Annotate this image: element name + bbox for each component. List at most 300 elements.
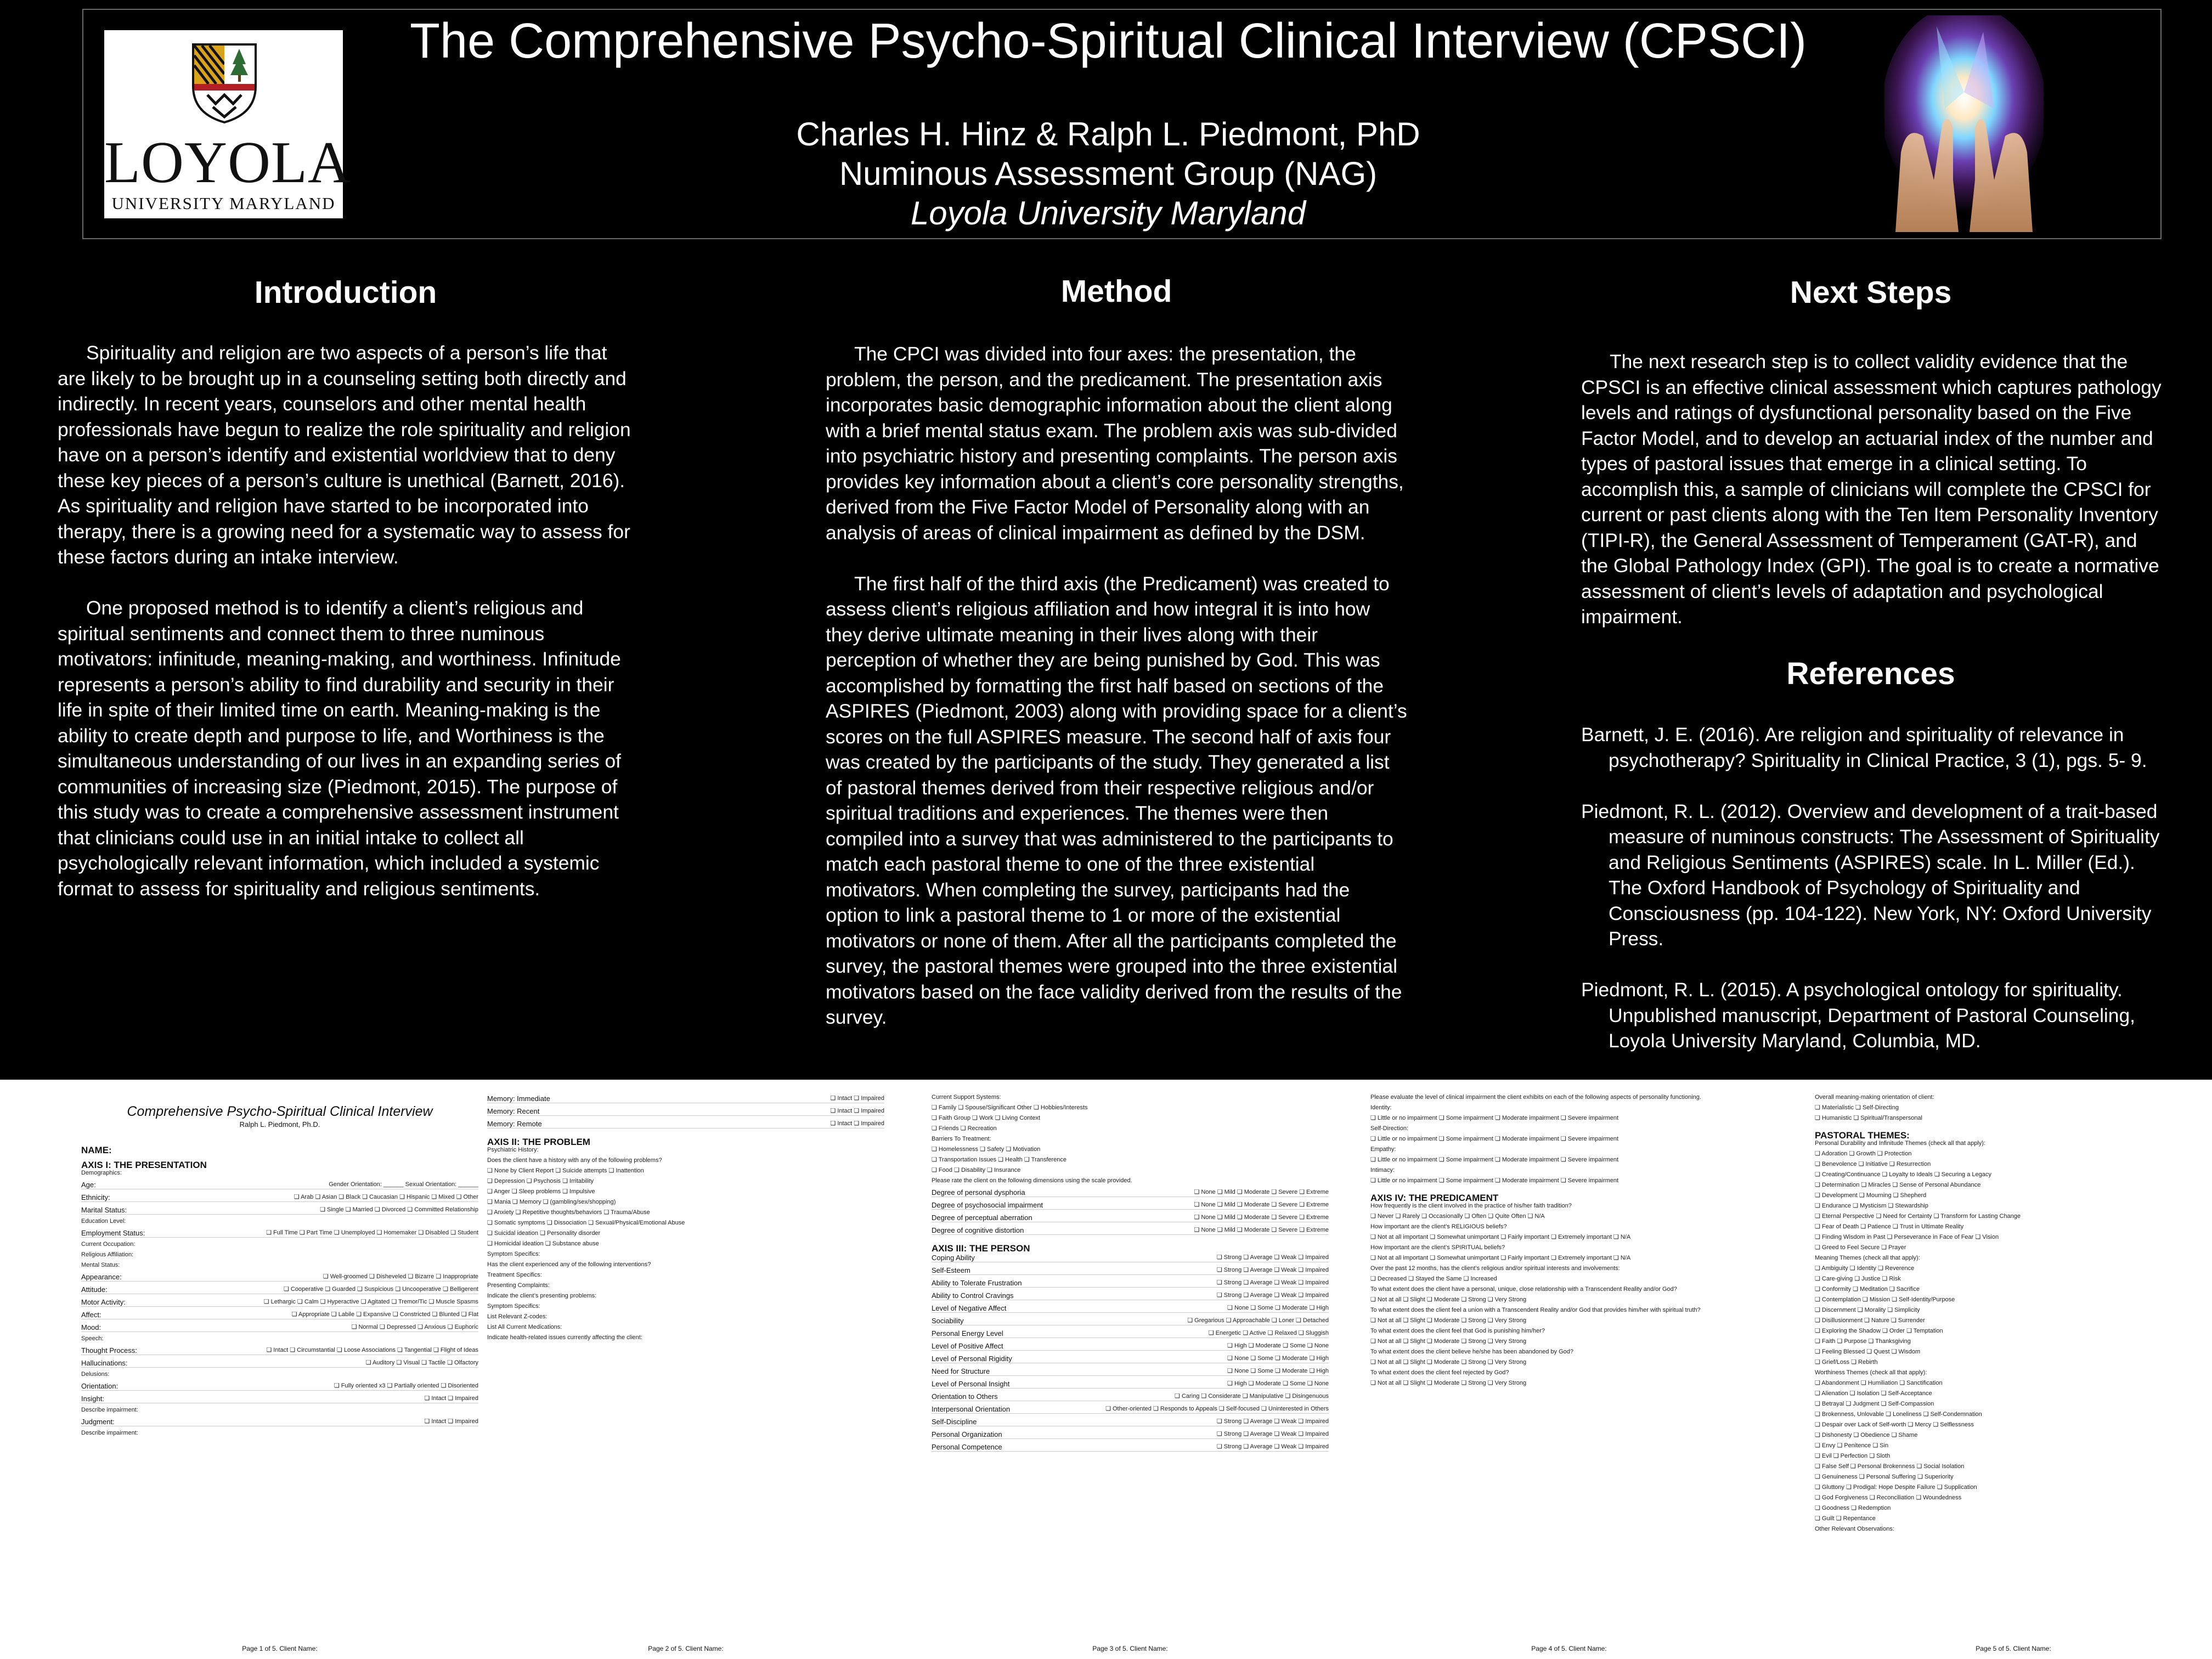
- form-row-label: Overall meaning-making orientation of client:: [1815, 1094, 1934, 1101]
- form-row-label: ❏ Endurance ❏ Mysticism ❏ Stewardship: [1815, 1203, 1928, 1209]
- form-row-label: ❏ Despair over Lack of Self-worth ❏ Mercy ❏ Selflessness: [1815, 1421, 1974, 1428]
- form-section-heading: AXIS I: THE PRESENTATION: [81, 1160, 207, 1170]
- form-row: [487, 1178, 884, 1185]
- form-row-label: ❏ Grief/Loss ❏ Rebirth: [1815, 1359, 1878, 1365]
- form-row-label: ❏ Betrayal ❏ Judgment ❏ Self-Compassion: [1815, 1401, 1934, 1407]
- form-row: [1370, 1115, 1768, 1122]
- form-row: [932, 1329, 1329, 1338]
- form-row-label: ❏ Dishonesty ❏ Obedience ❏ Shame: [1815, 1432, 1918, 1438]
- form-row: [1815, 1421, 2212, 1429]
- form-row-label: ❏ Fear of Death ❏ Patience ❏ Trust in Ultimate Reality: [1815, 1223, 1964, 1230]
- form-row-label: Memory: Immediate: [487, 1094, 550, 1103]
- form-row-label: List Relevant Z-codes:: [487, 1313, 548, 1320]
- form-title: Comprehensive Psycho-Spiritual Clinical Interview: [127, 1104, 433, 1119]
- form-row: [932, 1253, 1329, 1262]
- form-row: [1370, 1223, 1768, 1231]
- form-row-label: Employment Status:: [81, 1229, 145, 1237]
- form-row: [81, 1285, 478, 1294]
- poster-title: The Comprehensive Psycho-Spiritual Clinical Interview (CPSCI): [410, 14, 1807, 69]
- form-row: [1370, 1380, 1768, 1387]
- form-row-label: Ability to Tolerate Frustration: [932, 1279, 1022, 1287]
- form-row: [1815, 1369, 2212, 1376]
- form-row-options: ❏ Caring ❏ Considerate ❏ Manipulative ❏ Disingenuous: [1175, 1393, 1329, 1400]
- form-row-label: Coping Ability: [932, 1254, 975, 1262]
- form-row-label: Mental Status:: [81, 1262, 120, 1268]
- form-row: [1370, 1104, 1768, 1111]
- next-steps-paragraph: The next research step is to collect validity evidence that the CPSCI is an effective clinical assessment which captures pathology levels and ratings of dysfunctional personality based on the Five Factor Model, and to develop an actuarial index of the number and types of pastoral issues that emerge in a clinical setting. To accomplish this, a sample of clinicians will complete the CPSCI for current or past clients along with the Ten Item Personality Inventory (TIPI-R), the General Assessment of Temperament (GAT-R), and the Global Pathology Index (GPI). The goal is to create a normative assessment of client’s levels of adaptation and psychological impairment.: [1581, 351, 2162, 628]
- form-row-label: Other Relevant Observations:: [1815, 1526, 1894, 1532]
- form-row-label: ❏ Food ❏ Disability ❏ Insurance: [932, 1167, 1021, 1173]
- introduction-heading: Introduction: [254, 275, 437, 310]
- form-page-2: [483, 1088, 889, 1656]
- form-row: [487, 1303, 884, 1310]
- form-page-4: [1366, 1088, 1772, 1656]
- form-row: [487, 1240, 884, 1248]
- form-row-label: Memory: Remote: [487, 1120, 542, 1128]
- form-row: [81, 1193, 478, 1202]
- introduction-body: [58, 340, 639, 901]
- form-row-options: ❏ Intact ❏ Impaired: [830, 1095, 884, 1102]
- form-row-label: Psychiatric History:: [487, 1147, 539, 1153]
- form-row-label: Self-Esteem: [932, 1266, 970, 1274]
- form-row: [1815, 1432, 2212, 1439]
- form-row-label: Level of Positive Affect: [932, 1342, 1003, 1350]
- form-row-label: Degree of perceptual aberration: [932, 1214, 1032, 1222]
- form-row: [932, 1354, 1329, 1363]
- form-row: [81, 1407, 478, 1414]
- form-row: [932, 1125, 1329, 1132]
- form-row-label: ❏ Little or no impairment ❏ Some impairment ❏ Moderate impairment ❏ Severe impairment: [1370, 1156, 1619, 1163]
- form-row-options: ❏ Gregarious ❏ Approachable ❏ Loner ❏ Detached: [1187, 1317, 1329, 1324]
- introduction-paragraph: Spirituality and religion are two aspects of a person’s life that are likely to be brought up in a counseling setting both directly and indirectly. In recent years, counselors and other mental health professionals have begun to realize the role spirituality and religion have on a person’s identify and existential worldview that to deny these key pieces of a person’s culture is unethical (Barnett, 2016). As spirituality and religion have started to be incorporated into therapy, there is a growing need for a systematic way to assess for these factors during an intake interview.: [58, 342, 631, 568]
- form-row: [932, 1156, 1329, 1164]
- form-row: [932, 1316, 1329, 1325]
- form-row: [932, 1104, 1329, 1111]
- form-row: [487, 1188, 884, 1195]
- form-row: [487, 1261, 884, 1268]
- form-row-label: Level of Negative Affect: [932, 1304, 1007, 1312]
- form-row: [1815, 1317, 2212, 1324]
- form-row: [81, 1272, 478, 1282]
- form-row: [81, 1205, 478, 1215]
- form-row: [1815, 1463, 2212, 1470]
- form-row-options: ❏ Intact ❏ Circumstantial ❏ Loose Associations ❏ Tangential ❏ Flight of Ideas: [266, 1347, 478, 1353]
- form-row: [932, 1341, 1329, 1351]
- form-row-label: Current Occupation:: [81, 1241, 136, 1248]
- form-row: [1370, 1156, 1768, 1164]
- form-row-label: ❏ Not at all ❏ Slight ❏ Moderate ❏ Strong ❏ Very Strong: [1370, 1338, 1527, 1345]
- form-row-label: Attitude:: [81, 1285, 108, 1294]
- form-row-label: ❏ Mania ❏ Memory ❏ (gambling/sex/shopping): [487, 1199, 616, 1205]
- form-row-options: ❏ Intact ❏ Impaired: [830, 1108, 884, 1114]
- form-row-options: ❏ Strong ❏ Average ❏ Weak ❏ Impaired: [1216, 1267, 1329, 1273]
- form-row-label: ❏ Alienation ❏ Isolation ❏ Self-Acceptance: [1815, 1390, 1932, 1397]
- form-row: [1370, 1338, 1768, 1345]
- form-row: [1815, 1390, 2212, 1397]
- form-row: [1815, 1494, 2212, 1502]
- form-row: [1370, 1348, 1768, 1356]
- form-row: [81, 1371, 478, 1378]
- form-row: [1815, 1453, 2212, 1460]
- reference-item: Piedmont, R. L. (2012). Overview and development of a trait-based measure of numinous constructs: The Assessment of Spirituality and Religious Sentiments (ASPIRES) scale. In L. Miller (Ed.). The Oxford Handbook of Psychology of Spirituality and Consciousness (pp. 104-122). New York, NY: Oxford University Press.: [1581, 800, 2160, 950]
- form-row-label: Marital Status:: [81, 1206, 127, 1214]
- form-row-label: Describe impairment:: [81, 1430, 138, 1436]
- form-row-options: ❏ Full Time ❏ Part Time ❏ Unemployed ❏ Homemaker ❏ Disabled ❏ Student: [266, 1229, 478, 1236]
- form-row-label: ❏ Contemplation ❏ Mission ❏ Self-Identity/Purpose: [1815, 1296, 1955, 1303]
- form-row-label: How important are the client’s RELIGIOUS beliefs?: [1370, 1223, 1507, 1230]
- form-row-label: ❏ Depression ❏ Psychosis ❏ Irritability: [487, 1178, 594, 1184]
- form-row-label: To what extent does the client believe he/she has been abandoned by God?: [1370, 1348, 1573, 1355]
- form-row: [1815, 1442, 2212, 1449]
- form-row-label: ❏ Genuineness ❏ Personal Suffering ❏ Superiority: [1815, 1474, 1954, 1480]
- form-row: [487, 1167, 884, 1175]
- form-row: [487, 1324, 884, 1331]
- form-row: [487, 1272, 884, 1279]
- form-row-label: ❏ Feeling Blessed ❏ Quest ❏ Wisdom: [1815, 1348, 1921, 1355]
- form-row: [1370, 1244, 1768, 1251]
- form-row-options: ❏ Appropriate ❏ Labile ❏ Expansive ❏ Constricted ❏ Blunted ❏ Flat: [291, 1311, 478, 1318]
- form-row: [1815, 1234, 2212, 1241]
- form-row: [487, 1094, 884, 1103]
- form-row: [81, 1394, 478, 1403]
- form-row-label: Motor Activity:: [81, 1298, 126, 1306]
- form-row-options: ❏ Intact ❏ Impaired: [830, 1120, 884, 1127]
- form-row-options: ❏ High ❏ Moderate ❏ Some ❏ None: [1227, 1342, 1329, 1349]
- form-row-label: ❏ Never ❏ Rarely ❏ Occasionally ❏ Often ❏ Quite Often ❏ N/A: [1370, 1213, 1545, 1220]
- form-row-label: To what extent does the client feel a union with a Transcendent Reality and/or God that provides him/her with spiritual truth?: [1370, 1307, 1701, 1313]
- form-row-label: Education Level:: [81, 1218, 126, 1224]
- form-row: [1815, 1140, 2212, 1147]
- form-row: [932, 1404, 1329, 1414]
- form-row: [1815, 1255, 2212, 1262]
- form-row-label: Worthiness Themes (check all that apply):: [1815, 1369, 1927, 1376]
- form-row: [932, 1392, 1329, 1401]
- form-row-options: ❏ None ❏ Some ❏ Moderate ❏ High: [1227, 1305, 1329, 1311]
- form-row: [1370, 1146, 1768, 1153]
- form-row-label: ❏ Adoration ❏ Growth ❏ Protection: [1815, 1150, 1912, 1157]
- form-row-label: Degree of psychosocial impairment: [932, 1201, 1043, 1209]
- form-row: [1815, 1380, 2212, 1387]
- form-row-options: ❏ Well-groomed ❏ Disheveled ❏ Bizarre ❏ Inappropriate: [323, 1273, 478, 1280]
- form-row-label: Memory: Recent: [487, 1107, 540, 1115]
- form-row: [1815, 1150, 2212, 1158]
- form-page-1: [77, 1088, 483, 1656]
- form-author: Ralph L. Piedmont, Ph.D.: [239, 1120, 320, 1128]
- form-row-label: Does the client have a history with any of the following problems?: [487, 1157, 662, 1164]
- form-row: [1370, 1255, 1768, 1262]
- form-row: [1370, 1328, 1768, 1335]
- form-row-label: ❏ Decreased ❏ Stayed the Same ❏ Increased: [1370, 1276, 1497, 1282]
- form-row: [1815, 1171, 2212, 1178]
- form-row: [1370, 1369, 1768, 1376]
- form-row-label: ❏ Anger ❏ Sleep problems ❏ Impulsive: [487, 1188, 595, 1195]
- form-row-label: ❏ None by Client Report ❏ Suicide attempts ❏ Inattention: [487, 1167, 644, 1174]
- form-row: [1815, 1115, 2212, 1122]
- form-pages: [0, 1080, 2212, 1659]
- form-row: [932, 1146, 1329, 1153]
- form-row: [932, 1417, 1329, 1426]
- form-row: [81, 1310, 478, 1319]
- form-row-label: How frequently is the client involved in the practice of his/her faith tradition?: [1370, 1203, 1572, 1209]
- form-row: [932, 1094, 1329, 1101]
- form-row: [1815, 1223, 2212, 1231]
- form-section-heading: NAME:: [81, 1145, 112, 1155]
- form-row-options: ❏ None ❏ Some ❏ Moderate ❏ High: [1227, 1355, 1329, 1362]
- form-row-options: ❏ Lethargic ❏ Calm ❏ Hyperactive ❏ Agitated ❏ Tremor/Tic ❏ Muscle Spasms: [263, 1299, 478, 1305]
- form-row: [932, 1430, 1329, 1439]
- form-row-label: ❏ Anxiety ❏ Repetitive thoughts/behaviors ❏ Trauma/Abuse: [487, 1209, 650, 1216]
- form-row: [1815, 1213, 2212, 1220]
- form-row: [1815, 1474, 2212, 1481]
- reference-item: Piedmont, R. L. (2015). A psychological ontology for spirituality. Unpublished manuscript, Department of Pastoral Counseling, Loyola University Maryland, Columbia, MD.: [1581, 979, 2135, 1052]
- form-row: [487, 1282, 884, 1289]
- form-row-label: ❏ Discernment ❏ Morality ❏ Simplicity: [1815, 1307, 1920, 1313]
- form-row-label: How important are the client’s SPIRITUAL beliefs?: [1370, 1244, 1505, 1251]
- form-row: [1370, 1296, 1768, 1304]
- form-row: [487, 1251, 884, 1258]
- form-row-label: Degree of personal dysphoria: [932, 1188, 1025, 1197]
- next-steps-body: [1581, 349, 2163, 630]
- form-row-label: Identity:: [1370, 1104, 1392, 1111]
- form-row: [1815, 1401, 2212, 1408]
- form-row-options: ❏ Auditory ❏ Visual ❏ Tactile ❏ Olfactory: [365, 1359, 478, 1366]
- form-row-label: ❏ Abandonment ❏ Humiliation ❏ Sanctification: [1815, 1380, 1943, 1386]
- form-row-label: ❏ Care-giving ❏ Justice ❏ Risk: [1815, 1276, 1901, 1282]
- logo-subtitle: UNIVERSITY MARYLAND: [111, 194, 336, 213]
- form-section-heading: AXIS II: THE PROBLEM: [487, 1137, 590, 1147]
- form-row-label: ❏ Determination ❏ Miracles ❏ Sense of Personal Abundance: [1815, 1182, 1981, 1188]
- form-row-label: ❏ God Forgiveness ❏ Reconciliation ❏ Woundedness: [1815, 1494, 1962, 1501]
- method-heading: Method: [1060, 274, 1172, 309]
- form-row-label: Symptom Specifics:: [487, 1251, 540, 1257]
- form-row-label: ❏ Little or no impairment ❏ Some impairment ❏ Moderate impairment ❏ Severe impairment: [1370, 1136, 1619, 1142]
- form-row-label: Personal Competence: [932, 1443, 1002, 1451]
- form-row-label: ❏ Development ❏ Mourning ❏ Shepherd: [1815, 1192, 1927, 1199]
- form-row-label: ❏ Little or no impairment ❏ Some impairment ❏ Moderate impairment ❏ Severe impairment: [1370, 1177, 1619, 1184]
- form-row-label: ❏ Guilt ❏ Repentance: [1815, 1515, 1876, 1522]
- form-row: [932, 1379, 1329, 1389]
- form-row: [1815, 1296, 2212, 1304]
- form-row-label: ❏ Not at all ❏ Slight ❏ Moderate ❏ Strong ❏ Very Strong: [1370, 1359, 1527, 1365]
- form-row-label: ❏ Not at all important ❏ Somewhat unimportant ❏ Fairly important ❏ Extremely important ❏ N/A: [1370, 1255, 1631, 1261]
- form-row-label: Personal Durability and Infinitude Themes (check all that apply):: [1815, 1140, 1986, 1147]
- form-page-footer: Page 4 of 5. Client Name:: [1531, 1645, 1607, 1652]
- form-row-label: Presenting Complaints:: [487, 1282, 550, 1289]
- form-row: [1815, 1276, 2212, 1283]
- form-row-options: ❏ Strong ❏ Average ❏ Weak ❏ Impaired: [1216, 1418, 1329, 1425]
- form-row: [81, 1358, 478, 1368]
- form-row: [81, 1323, 478, 1332]
- form-row: [81, 1218, 478, 1225]
- form-row-label: List All Current Medications:: [487, 1324, 562, 1330]
- form-row-label: ❏ Somatic symptoms ❏ Dissociation ❏ Sexual/Physical/Emotional Abuse: [487, 1220, 685, 1226]
- form-row-options: ❏ Strong ❏ Average ❏ Weak ❏ Impaired: [1216, 1292, 1329, 1299]
- form-row-label: Insight:: [81, 1395, 104, 1403]
- form-row-options: ❏ None ❏ Some ❏ Moderate ❏ High: [1227, 1368, 1329, 1374]
- form-row-options: ❏ Energetic ❏ Active ❏ Relaxed ❏ Sluggish: [1208, 1330, 1329, 1336]
- form-row-label: Orientation to Others: [932, 1392, 998, 1401]
- form-row-label: ❏ Little or no impairment ❏ Some impairment ❏ Moderate impairment ❏ Severe impairment: [1370, 1115, 1619, 1121]
- form-row: [932, 1278, 1329, 1288]
- logo-wordmark: LOYOLA: [104, 130, 351, 195]
- form-row-options: ❏ Arab ❏ Asian ❏ Black ❏ Caucasian ❏ Hispanic ❏ Mixed ❏ Other: [294, 1194, 478, 1200]
- form-row-options: ❏ Strong ❏ Average ❏ Weak ❏ Impaired: [1216, 1254, 1329, 1261]
- form-row: [81, 1251, 478, 1259]
- form-row-label: Barriers To Treatment:: [932, 1136, 991, 1142]
- form-row: [1815, 1526, 2212, 1533]
- form-row: [487, 1334, 884, 1341]
- form-row-options: ❏ Strong ❏ Average ❏ Weak ❏ Impaired: [1216, 1431, 1329, 1437]
- form-row-label: Personal Energy Level: [932, 1329, 1003, 1338]
- form-row-label: Empathy:: [1370, 1146, 1396, 1153]
- form-page-footer: Page 3 of 5. Client Name:: [1092, 1645, 1168, 1652]
- form-row: [1815, 1359, 2212, 1366]
- poster-group: Numinous Assessment Group (NAG): [839, 155, 1378, 192]
- form-row-label: Please evaluate the level of clinical impairment the client exhibits on each of the following aspects of personality functioning.: [1370, 1094, 1701, 1101]
- form-row-label: ❏ Transportation Issues ❏ Health ❏ Transference: [932, 1156, 1067, 1163]
- form-page-5: [1810, 1088, 2212, 1656]
- next-steps-heading: Next Steps: [1790, 275, 1952, 310]
- form-row-label: ❏ Gluttony ❏ Prodigal: Hope Despite Failure ❏ Supplication: [1815, 1484, 1977, 1491]
- form-row-label: Has the client experienced any of the following interventions?: [487, 1261, 651, 1268]
- form-row-label: Personal Organization: [932, 1430, 1002, 1438]
- form-row: [81, 1262, 478, 1269]
- form-row: [1815, 1244, 2212, 1251]
- method-paragraph: The first half of the third axis (the Predicament) was created to assess client’s religious affiliation and how integral it is into how they derive ultimate meaning in their lives along with their perception of whether they are being punished by God. This was accomplished by formatting the first half based on sections of the ASPIRES (Piedmont, 2003) along with providing space for a client’s scores on the full ASPIRES measure. The second half of axis four was created by the participants of the study. They generated a list of pastoral themes derived from their respective religious and/or spiritual traditions and experiences. The themes were then compiled into a survey that was administered to the participants to match each pastoral theme to one of the three existential motivators. When completing the survey, participants had the option to link a pastoral theme to 1 or more of the existential motivators or none of them. After all the participants completed the survey, the pastoral themes were grouped into the three existential motivators based on the face validity derived from the results of the survey.: [826, 572, 1407, 1028]
- form-row: [487, 1313, 884, 1321]
- form-row: [81, 1180, 478, 1189]
- form-row: [932, 1266, 1329, 1275]
- form-row-options: ❏ Other-oriented ❏ Responds to Appeals ❏ Self-focused ❏ Uninterested in Others: [1105, 1406, 1329, 1412]
- form-row: [1815, 1348, 2212, 1356]
- form-row-options: ❏ Strong ❏ Average ❏ Weak ❏ Impaired: [1216, 1279, 1329, 1286]
- form-row-options: ❏ High ❏ Moderate ❏ Some ❏ None: [1227, 1380, 1329, 1387]
- form-row: [1370, 1317, 1768, 1324]
- form-row-options: ❏ Cooperative ❏ Guarded ❏ Suspicious ❏ Uncooperative ❏ Belligerent: [283, 1286, 478, 1293]
- form-row: [932, 1188, 1329, 1197]
- form-row-label: Need for Structure: [932, 1367, 990, 1375]
- form-row-label: Self-Direction:: [1370, 1125, 1409, 1132]
- form-row-label: Indicate the client’s presenting problems:: [487, 1293, 597, 1299]
- form-row: [487, 1147, 884, 1154]
- form-row-label: Age:: [81, 1181, 96, 1189]
- form-row: [932, 1367, 1329, 1376]
- form-row-label: ❏ Evil ❏ Perfection ❏ Sloth: [1815, 1453, 1891, 1459]
- form-row: [81, 1170, 478, 1177]
- form-section-heading: AXIS III: THE PERSON: [932, 1243, 1030, 1254]
- form-row: [81, 1417, 478, 1426]
- form-row: [1370, 1177, 1768, 1184]
- form-row: [487, 1119, 884, 1128]
- references-heading: References: [1786, 656, 1955, 691]
- form-row-label: ❏ Greed to Feel Secure ❏ Prayer: [1815, 1244, 1906, 1251]
- form-row: [932, 1200, 1329, 1210]
- form-row-label: Sociability: [932, 1317, 964, 1325]
- form-row-label: ❏ Humanistic ❏ Spiritual/Transpersonal: [1815, 1115, 1922, 1121]
- form-row-label: ❏ Faith ❏ Purpose ❏ Thanksgiving: [1815, 1338, 1911, 1345]
- form-page-footer: Page 1 of 5. Client Name:: [242, 1645, 318, 1652]
- form-row: [1815, 1265, 2212, 1272]
- form-row-label: ❏ Creating/Continuance ❏ Loyalty to Ideals ❏ Securing a Legacy: [1815, 1171, 1991, 1178]
- form-row: [81, 1346, 478, 1355]
- form-row-label: Interpersonal Orientation: [932, 1405, 1011, 1413]
- form-row: [487, 1199, 884, 1206]
- form-row-label: ❏ Faith Group ❏ Work ❏ Living Context: [932, 1115, 1041, 1121]
- form-row-options: ❏ None ❏ Mild ❏ Moderate ❏ Severe ❏ Extreme: [1194, 1201, 1329, 1208]
- form-row-label: ❏ Conformity ❏ Meditation ❏ Sacrifice: [1815, 1286, 1920, 1293]
- form-row-label: ❏ Friends ❏ Recreation: [932, 1125, 997, 1132]
- form-row-label: Delusions:: [81, 1371, 110, 1378]
- form-row: [932, 1291, 1329, 1300]
- form-row: [1815, 1161, 2212, 1168]
- form-page-3: [927, 1088, 1333, 1656]
- form-row-label: Level of Personal Insight: [932, 1380, 1010, 1388]
- form-row-options: ❏ Normal ❏ Depressed ❏ Anxious ❏ Euphoric: [351, 1324, 478, 1330]
- form-section-heading: AXIS IV: THE PREDICAMENT: [1370, 1193, 1499, 1203]
- form-row-label: ❏ Envy ❏ Penitence ❏ Sin: [1815, 1442, 1889, 1449]
- form-row: [932, 1115, 1329, 1122]
- form-row: [1815, 1104, 2212, 1111]
- form-row: [487, 1220, 884, 1227]
- form-row: [932, 1136, 1329, 1143]
- form-page-footer: Page 2 of 5. Client Name:: [648, 1645, 724, 1652]
- form-row-label: Thought Process:: [81, 1346, 137, 1355]
- form-row-label: ❏ Not at all ❏ Slight ❏ Moderate ❏ Strong ❏ Very Strong: [1370, 1296, 1527, 1303]
- form-row: [932, 1213, 1329, 1222]
- form-row-label: Please rate the client on the following dimensions using the scale provided.: [932, 1177, 1132, 1184]
- form-row-label: ❏ Materialistic ❏ Self-Directing: [1815, 1104, 1899, 1111]
- form-row-label: ❏ Suicidal ideation ❏ Personality disorder: [487, 1230, 601, 1237]
- form-row-options: Gender Orientation: ______ Sexual Orientation: ______: [329, 1181, 478, 1188]
- form-row-label: Speech:: [81, 1335, 104, 1342]
- form-row: [1370, 1265, 1768, 1272]
- form-row: [1370, 1286, 1768, 1293]
- form-row: [81, 1430, 478, 1437]
- poster-university: Loyola University Maryland: [910, 195, 1306, 232]
- form-row-label: Degree of cognitive distortion: [932, 1226, 1024, 1234]
- form-row-label: Religious Affiliation:: [81, 1251, 134, 1258]
- form-row: [1370, 1203, 1768, 1210]
- method-body: [826, 341, 1407, 1030]
- form-row: [81, 1335, 478, 1342]
- form-row: [932, 1304, 1329, 1313]
- form-row-label: ❏ Finding Wisdom in Past ❏ Perseverance in Face of Fear ❏ Vision: [1815, 1234, 1999, 1240]
- form-row: [1815, 1484, 2212, 1491]
- form-row-options: ❏ Single ❏ Married ❏ Divorced ❏ Committed Relationship: [320, 1206, 478, 1213]
- form-row-options: ❏ Fully oriented x3 ❏ Partially oriented ❏ Disoriented: [334, 1383, 478, 1389]
- form-row-label: Mood:: [81, 1323, 101, 1331]
- form-row-label: ❏ Homicidal ideation ❏ Substance abuse: [487, 1240, 599, 1247]
- form-row-label: ❏ Goodness ❏ Redemption: [1815, 1505, 1891, 1511]
- introduction-paragraph: One proposed method is to identify a client’s religious and spiritual sentiments and connect them to three numinous motivators: infinitude, meaning-making, and worthiness. Infinitude represents a person’s ability to find durability and security in their life in spite of their limited time on earth. Meaning-making is the ability to create depth and purpose to life, and Worthiness is the simultaneous understanding of our lives in an expanding series of communities of increasing size (Piedmont, 2015). The purpose of this study was to create a comprehensive assessment instrument that clinicians could use in an initial intake to collect all psychologically relevant information, which included a systemic format to assess for spirituality and religious sentiments.: [58, 597, 621, 900]
- form-row-label: Level of Personal Rigidity: [932, 1355, 1012, 1363]
- form-row: [487, 1157, 884, 1164]
- poster-authors: Charles H. Hinz & Ralph L. Piedmont, PhD: [796, 116, 1420, 153]
- form-row-label: ❏ Disillusionment ❏ Nature ❏ Surrender: [1815, 1317, 1925, 1324]
- form-row: [487, 1107, 884, 1116]
- form-row-label: To what extent does the client have a personal, unique, close relationship with a Transcendent Reality and/or God?: [1370, 1286, 1677, 1293]
- form-row: [487, 1209, 884, 1216]
- form-row-options: ❏ None ❏ Mild ❏ Moderate ❏ Severe ❏ Extreme: [1194, 1227, 1329, 1233]
- form-row-label: ❏ False Self ❏ Personal Brokenness ❏ Social Isolation: [1815, 1463, 1965, 1470]
- form-row-label: Appearance:: [81, 1273, 122, 1281]
- form-row-label: Hallucinations:: [81, 1359, 128, 1367]
- form-row: [1815, 1203, 2212, 1210]
- form-row-label: Treatment Specifics:: [487, 1272, 542, 1278]
- form-row: [1370, 1359, 1768, 1366]
- form-row: [1370, 1276, 1768, 1283]
- crest-icon: [191, 42, 258, 125]
